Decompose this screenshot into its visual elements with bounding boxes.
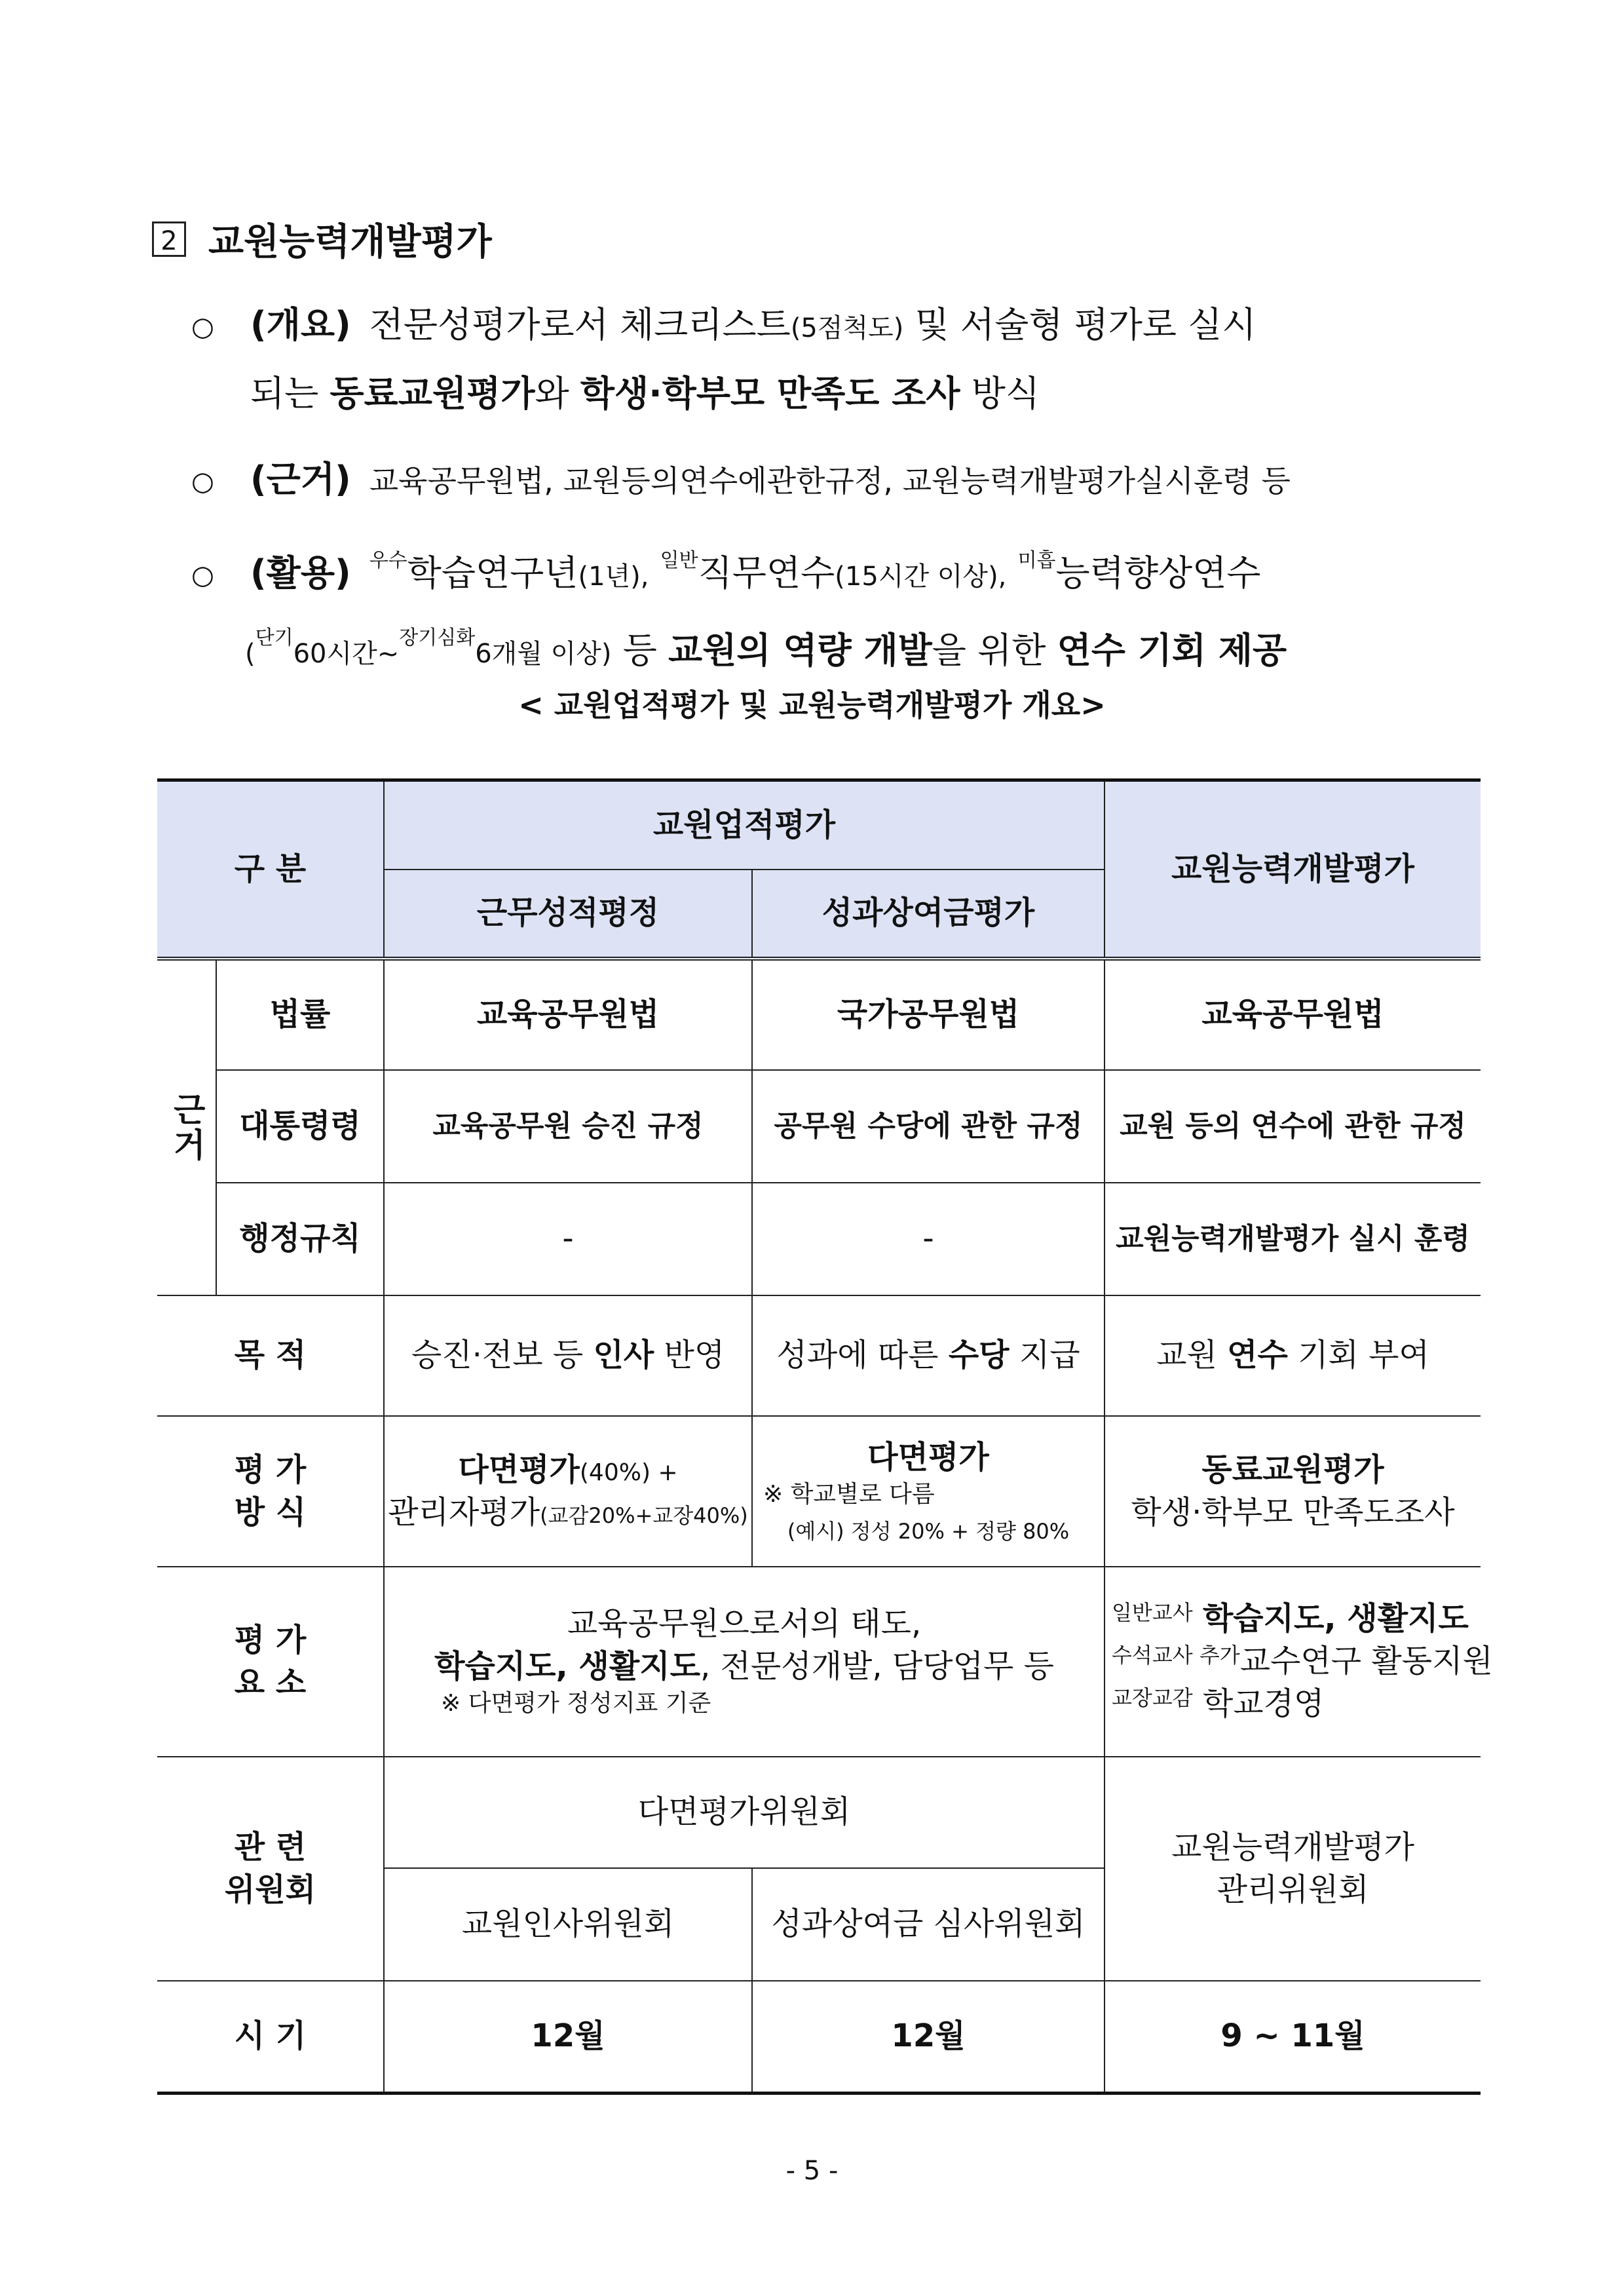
header-performance-eval: 교원업적평가 <box>384 780 1105 870</box>
cell-text-bold: 연수 <box>1227 1337 1288 1374</box>
section-number-box: 2 <box>152 221 186 257</box>
bullet-text: 및 서술형 평가로 실시 <box>903 304 1256 345</box>
table-row <box>157 1070 1481 1183</box>
table-row-elements <box>157 1567 1481 1757</box>
bullet-text: 등 <box>611 630 669 671</box>
superscript: 일반 <box>660 549 698 572</box>
table-row-timing <box>157 1981 1481 2094</box>
header-work-rating: 근무성적평정 <box>384 870 752 959</box>
table-cell: 국가공무원법 <box>752 959 1105 1070</box>
cell-text-bold: 다면평가 <box>458 1451 580 1488</box>
table-cell: 교원인사위원회 <box>384 1868 752 1981</box>
superscript: 미흡 <box>1017 549 1056 572</box>
row-label <box>157 1567 384 1757</box>
label-line: 방 식 <box>234 1493 307 1531</box>
header-capability-eval: 교원능력개발평가 <box>1105 780 1481 959</box>
table-cell: 성과상여금 심사위원회 <box>752 1868 1105 1981</box>
table-cell <box>752 1295 1105 1416</box>
circle-bullet-icon: ○ <box>191 312 214 343</box>
bullet-text-small: (15시간 이상), <box>835 562 1007 592</box>
cell-text: 지급 <box>1009 1337 1080 1374</box>
cell-text-small: (교감20%+교장40%) <box>540 1502 748 1528</box>
bullet-text: 교육공무원법, 교원등의연수에관한규정, 교원능력개발평가실시훈령 등 <box>369 463 1291 499</box>
bullet-key: (활용) <box>250 552 351 594</box>
bullet-text-small: (1년), <box>578 562 649 592</box>
label-line: 평 가 <box>234 1451 307 1488</box>
bullet-text: 능력향상연수 <box>1055 552 1261 594</box>
cell-text-bold: 동료교원평가 <box>1201 1451 1384 1488</box>
row-label <box>157 1757 384 1981</box>
cell-text: 기회 부여 <box>1287 1337 1429 1374</box>
cell-note: ※ 학교별로 다름 <box>763 1481 935 1508</box>
bullet-usage <box>191 519 1488 696</box>
header-category: 구 분 <box>157 780 384 959</box>
cell-text-bold: 다면평가 <box>867 1439 989 1476</box>
table-cell: 12월 <box>384 1981 752 2094</box>
table-cell: 공무원 수당에 관한 규정 <box>752 1070 1105 1183</box>
table-row-purpose <box>157 1295 1481 1416</box>
row-label: 목 적 <box>157 1295 384 1416</box>
row-label <box>157 1416 384 1567</box>
table-cell: 다면평가위원회 <box>384 1757 1105 1868</box>
cell-text-small: (40%) + <box>579 1459 678 1486</box>
cell-note: (예시) 정성 20% + 정량 80% <box>787 1518 1070 1544</box>
cell-text-bold: 인사 <box>593 1337 654 1374</box>
superscript: 교장교감 <box>1112 1685 1193 1710</box>
row-label: 시 기 <box>157 1981 384 2094</box>
table-cell <box>384 1295 752 1416</box>
superscript: 일반교사 <box>1112 1600 1193 1626</box>
label-line: 요 소 <box>234 1664 307 1701</box>
bullet-key: (개요) <box>250 304 351 345</box>
table-caption: < 교원업적평가 및 교원능력개발평가 개요> <box>518 687 1106 723</box>
cell-text: 승진·전보 등 <box>411 1337 594 1374</box>
table-cell <box>384 1416 752 1567</box>
cell-text: 반영 <box>654 1337 725 1374</box>
bullet-overview <box>191 283 1488 436</box>
bullet-text-bold: 교원의 역량 개발 <box>668 630 932 671</box>
header-bonus-eval: 성과상여금평가 <box>752 870 1105 959</box>
bullet-key: (근거) <box>250 459 351 500</box>
cell-note: ※ 다면평가 정성지표 기준 <box>441 1690 711 1717</box>
bullet-text-bold: 연수 기회 제공 <box>1057 630 1287 671</box>
overview-table <box>157 778 1493 2095</box>
bullet-text-small: ( <box>245 639 255 669</box>
label-line: 위원회 <box>224 1871 316 1908</box>
table-cell <box>752 1416 1105 1567</box>
bullet-basis <box>191 438 1488 524</box>
table-cell: 교육공무원법 <box>1105 959 1481 1070</box>
table-row <box>157 959 1481 1070</box>
table-cell: 12월 <box>752 1981 1105 2094</box>
bullet-text: 와 <box>535 373 580 414</box>
label-line: 평 가 <box>234 1621 307 1658</box>
cell-text-bold: 수당 <box>948 1337 1010 1374</box>
superscript: 우수 <box>369 549 407 572</box>
bullet-text-small: 6개월 이상) <box>475 639 612 669</box>
basis-label: 근거 <box>157 959 216 1295</box>
table-cell: 9 ~ 11월 <box>1105 1981 1481 2094</box>
bullet-text: 을 위한 <box>932 630 1057 671</box>
table-cell: - <box>752 1183 1105 1295</box>
table-cell <box>1105 1567 1493 1757</box>
table-cell <box>1105 1757 1481 1981</box>
cell-text: 교육공무원으로서의 태도, <box>567 1605 922 1643</box>
table-header-row <box>157 780 1481 870</box>
table-cell: 교육공무원법 <box>384 959 752 1070</box>
table-cell <box>1105 1416 1481 1567</box>
cell-text: 관리위원회 <box>1217 1871 1369 1908</box>
table-cell: - <box>384 1183 752 1295</box>
cell-text: 학교경영 <box>1202 1685 1325 1722</box>
table-row-method <box>157 1416 1481 1567</box>
bullet-text-bold: 학생·학부모 만족도 조사 <box>580 373 960 414</box>
bullet-text: 방식 <box>960 373 1040 414</box>
page-number: - 5 - <box>785 2156 839 2186</box>
row-label: 법률 <box>216 959 384 1070</box>
bullet-text: 직무연수 <box>698 552 835 594</box>
cell-text: 학생·학부모 만족도조사 <box>1131 1493 1455 1531</box>
bullet-text-bold: 동료교원평가 <box>330 373 535 414</box>
label-line: 관 련 <box>234 1828 307 1866</box>
cell-text: 교수연구 활동지원 <box>1239 1643 1493 1680</box>
circle-bullet-icon: ○ <box>191 467 214 497</box>
cell-text-bold: 학습지도, 생활지도 <box>1202 1600 1469 1637</box>
cell-text: 교원 <box>1156 1337 1228 1374</box>
table-row-committee <box>157 1757 1481 1868</box>
cell-text-bold: 학습지도, 생활지도 <box>434 1648 700 1685</box>
table-cell <box>1105 1295 1481 1416</box>
circle-bullet-icon: ○ <box>191 560 214 591</box>
cell-text: 성과에 따른 <box>776 1337 949 1374</box>
table-row <box>157 1183 1481 1295</box>
bullet-text: 전문성평가로서 체크리스트 <box>369 304 791 345</box>
row-label: 대통령령 <box>216 1070 384 1183</box>
section-title: 교원능력개발평가 <box>208 221 492 263</box>
bullet-text-small: (5점척도) <box>790 313 904 343</box>
cell-text: 관리자평가 <box>388 1493 540 1531</box>
cell-text: , 전문성개발, 담당업무 등 <box>700 1648 1054 1685</box>
table-cell: 교원능력개발평가 실시 훈령 <box>1105 1183 1481 1295</box>
superscript: 단기 <box>255 626 293 649</box>
superscript: 수석교사 추가 <box>1112 1643 1240 1668</box>
bullet-text: 되는 <box>250 373 330 414</box>
table-cell: 교원 등의 연수에 관한 규정 <box>1105 1070 1481 1183</box>
bullet-text: 학습연구년 <box>407 552 578 594</box>
row-label: 행정규칙 <box>216 1183 384 1295</box>
superscript: 장기심화 <box>399 626 476 649</box>
bullet-text-small: 60시간~ <box>293 639 400 669</box>
table-cell: 교육공무원 승진 규정 <box>384 1070 752 1183</box>
cell-text: 교원능력개발평가 <box>1171 1828 1414 1866</box>
table-cell <box>384 1567 1105 1757</box>
section-heading <box>152 213 492 265</box>
